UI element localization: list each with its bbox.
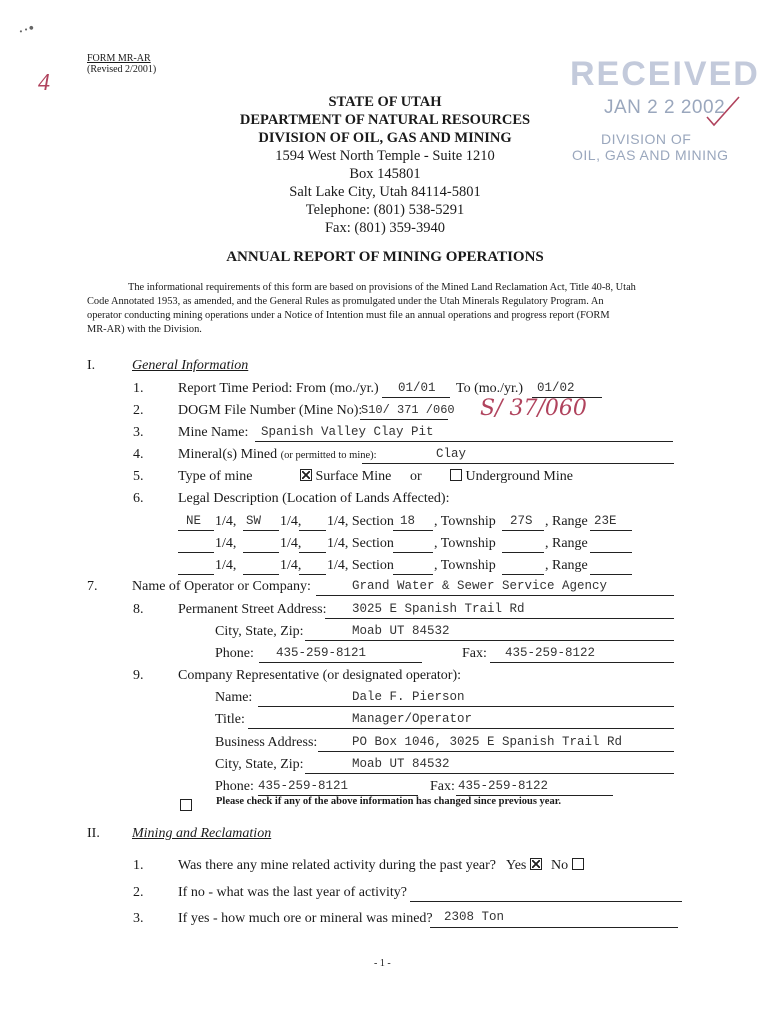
q9-phone-value: 435-259-8121 [258,779,349,793]
underground-mine-label: Underground Mine [465,469,573,484]
surface-mine-label: Surface Mine [315,469,392,484]
q1-label: Report Time Period: From (mo./yr.) [178,381,379,396]
q5-number: 5. [133,469,144,484]
legal-r2-quarter1: 1/4, [215,536,237,551]
legal-r3-q3-line[interactable] [299,558,326,575]
legal-r1-range-value: 23E [594,514,617,528]
info-changed-option[interactable] [180,797,192,815]
section2-numeral: II. [87,826,100,841]
q9-addr-label: Business Address: [215,735,318,750]
s2-q1-number: 1. [133,858,144,873]
q9-fax-value: 435-259-8122 [458,779,549,793]
header-dept: DEPARTMENT OF NATURAL RESOURCES [239,112,531,128]
intro-line-4: MR-AR) with the Division. [87,324,202,335]
intro-line-1: The informational requirements of this form are based on provisions of the Mined Land Reclamation Act, Title 40-8, Utah [128,282,636,293]
q4-label-small: (or permitted to mine): [280,450,377,461]
q4-number: 4. [133,447,144,462]
q1-to-label: To (mo./yr.) [456,381,524,396]
q3-value: Spanish Valley Clay Pit [261,425,434,439]
legal-r1-quarter2: 1/4, [280,514,302,529]
q3-label: Mine Name: [178,425,249,440]
s2-q3-label: If yes - how much ore or mineral was mined? [178,911,433,926]
surface-mine-option[interactable] [300,469,391,485]
legal-r3-range-line[interactable] [590,558,632,575]
section2-heading: Mining and Reclamation [132,826,272,841]
page-number: - 1 - [374,958,391,969]
q8-city-value: Moab UT 84532 [352,624,450,638]
q8-fax-value: 435-259-8122 [505,646,596,660]
info-changed-note: Please check if any of the above information has changed since previous year. [216,796,562,807]
s2-q3-value: 2308 Ton [444,910,505,924]
stamp-division-line1: DIVISION OF [601,131,692,147]
header-box: Box 145801 [349,166,421,182]
intro-line-2: Code Annotated 1953, as amended, and the General Rules as promulgated under the Utah Minerals Regulatory Program. An [87,296,604,307]
q8-value: 3025 E Spanish Trail Rd [352,602,525,616]
report-title: ANNUAL REPORT OF MINING OPERATIONS [226,249,544,265]
q7-number: 7. [87,579,98,594]
form-revised: (Revised 2/2001) [87,64,157,75]
handwritten-margin-mark: 4 [38,70,50,96]
q1-number: 1. [133,381,144,396]
surface-mine-checkbox[interactable] [300,469,312,481]
q8-label: Permanent Street Address: [178,602,327,617]
q2-number: 2. [133,403,144,418]
header-city: Salt Lake City, Utah 84114-5801 [289,184,481,200]
header-telephone: Telephone: (801) 538-5291 [305,202,465,218]
legal-r1-township-value: 27S [510,514,533,528]
q9-phone-label: Phone: [215,779,254,794]
q9-name-line[interactable] [258,690,674,707]
underground-mine-option[interactable] [450,469,573,485]
section1-heading: General Information [132,358,249,373]
s2-q2-line[interactable] [410,885,682,902]
s2-q3-number: 3. [133,911,144,926]
legal-r3-quarter2: 1/4, [280,558,302,573]
stamp-division-line2: OIL, GAS AND MINING [572,147,729,163]
legal-r1-section-label: 1/4, Section [327,514,394,529]
legal-r3-q2-line[interactable] [243,558,279,575]
header-state: STATE OF UTAH [328,94,442,110]
q2-handwritten: S/ 37/060 [480,396,587,421]
legal-r2-quarter2: 1/4, [280,536,302,551]
legal-r2-q2-line[interactable] [243,536,279,553]
legal-r2-range-label: , Range [545,536,588,551]
q9-label: Company Representative (or designated operator): [178,668,462,683]
legal-r3-section-line[interactable] [393,558,433,575]
legal-r2-section-line[interactable] [393,536,433,553]
activity-yes-option[interactable] [506,858,542,874]
q1-from-value: 01/01 [398,381,436,395]
received-stamp: RECEIVED [570,55,760,93]
q4-label [178,447,377,463]
legal-r1-township-label: , Township [434,514,496,529]
activity-yes-checkbox[interactable] [530,858,542,870]
q5-or: or [410,469,422,484]
section1-numeral: I. [87,358,96,373]
q9-addr-value: PO Box 1046, 3025 E Spanish Trail Rd [352,735,623,749]
s2-q1-label: Was there any mine related activity during the past year? [178,858,497,873]
legal-r3-section-label: 1/4, Section [327,558,394,573]
legal-r1-range-label: , Range [545,514,588,529]
activity-no-label: No [551,858,569,873]
legal-r3-q1-line[interactable] [178,558,214,575]
intro-line-3: operator conducting mining operations under a Notice of Intention must file an annual operations and progress report (FORM [87,310,610,321]
q2-label: DOGM File Number (Mine No): [178,403,363,418]
legal-r3-township-label: , Township [434,558,496,573]
q4-value: Clay [436,447,467,461]
header-division: DIVISION OF OIL, GAS AND MINING [258,130,512,146]
activity-no-checkbox[interactable] [572,858,584,870]
q6-label: Legal Description (Location of Lands Affected): [178,491,450,506]
q8-phone-label: Phone: [215,646,254,661]
q8-phone-value: 435-259-8121 [276,646,367,660]
q2-value: S10/ 371 /060 [361,403,455,417]
legal-r1-q3-line[interactable] [299,514,326,531]
q8-city-label: City, State, Zip: [215,624,304,639]
margin-mark: ⋅⋅• [15,19,38,42]
legal-r1-q2-value: SW [246,514,262,528]
legal-r2-township-label: , Township [434,536,496,551]
q7-label: Name of Operator or Company: [132,579,311,594]
q7-value: Grand Water & Sewer Service Agency [352,579,608,593]
legal-r2-q1-line[interactable] [178,536,214,553]
q9-name-value: Dale F. Pierson [352,690,465,704]
underground-mine-checkbox[interactable] [450,469,462,481]
q4-line[interactable] [362,447,674,464]
form-code: FORM MR-AR [87,53,151,64]
q9-fax-label: Fax: [430,779,455,794]
info-changed-checkbox[interactable] [180,799,192,811]
q3-number: 3. [133,425,144,440]
q9-number: 9. [133,668,144,683]
legal-r1-q1-value: NE [186,514,202,528]
activity-no-option[interactable] [551,858,584,874]
q9-city-value: Moab UT 84532 [352,757,450,771]
q9-city-label: City, State, Zip: [215,757,304,772]
legal-r3-range-label: , Range [545,558,588,573]
q8-number: 8. [133,602,144,617]
received-date: JAN 2 2 2002 [604,97,726,118]
header-address: 1594 West North Temple - Suite 1210 [275,148,495,164]
legal-r3-township-line[interactable] [502,558,544,575]
q6-number: 6. [133,491,144,506]
s2-q2-number: 2. [133,885,144,900]
q5-label: Type of mine [178,469,253,484]
header-fax: Fax: (801) 359-3940 [324,220,445,236]
q8-fax-label: Fax: [462,646,487,661]
legal-r2-township-line[interactable] [502,536,544,553]
legal-r1-quarter1: 1/4, [215,514,237,529]
legal-r2-section-label: 1/4, Section [327,536,394,551]
legal-r2-range-line[interactable] [590,536,632,553]
legal-r3-quarter1: 1/4, [215,558,237,573]
legal-r1-section-value: 18 [400,514,416,528]
legal-r2-q3-line[interactable] [299,536,326,553]
q9-title-value: Manager/Operator [352,712,473,726]
q9-title-label: Title: [215,712,245,727]
q1-to-value: 01/02 [537,381,575,395]
q4-label-text: Mineral(s) Mined [178,447,278,462]
s2-q2-label: If no - what was the last year of activity? [178,885,407,900]
q9-name-label: Name: [215,690,253,705]
activity-yes-label: Yes [506,858,527,873]
